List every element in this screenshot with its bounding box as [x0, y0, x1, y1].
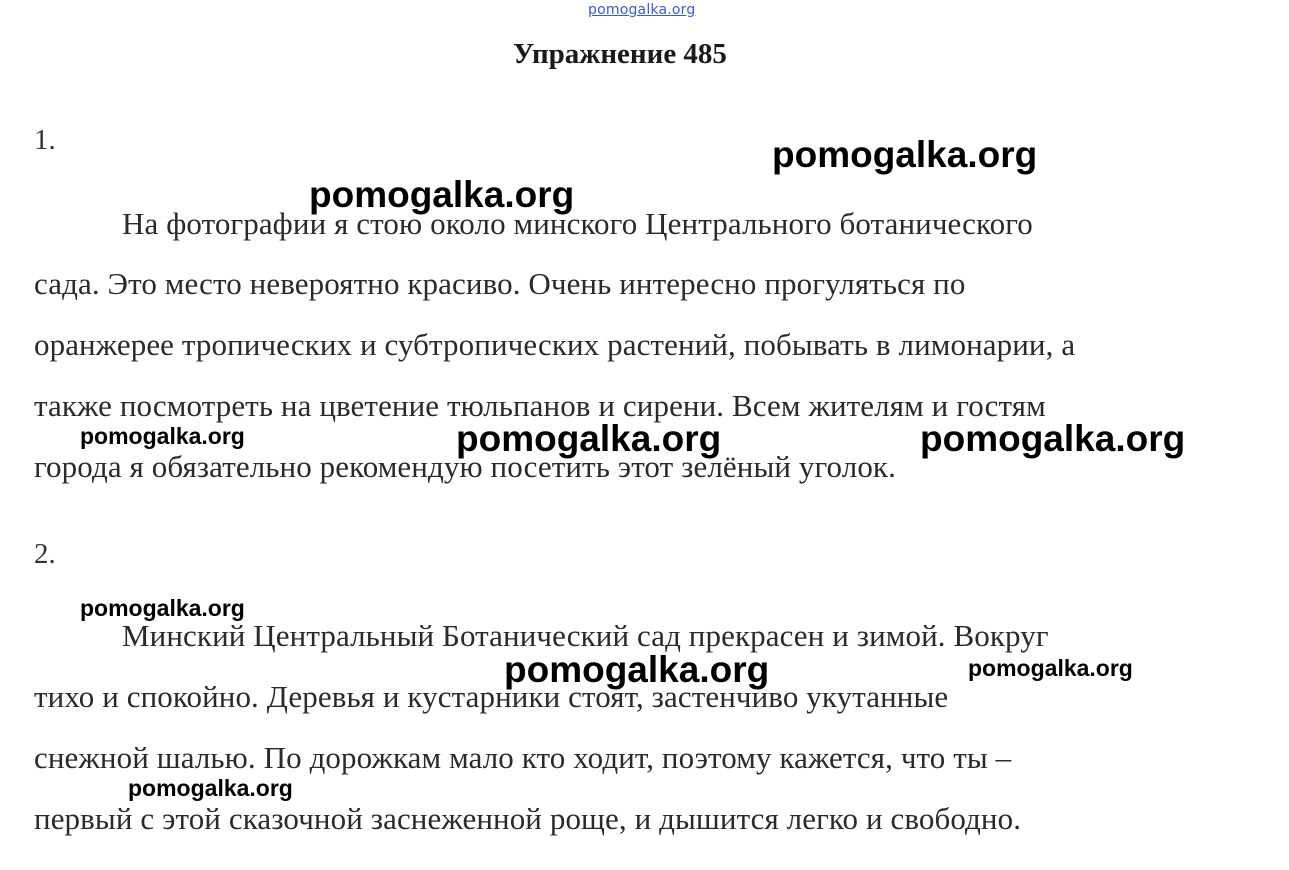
- section-2-number: 2.: [34, 538, 56, 570]
- page-title: Упражнение 485: [513, 38, 727, 70]
- section-2-line-1: Минский Центральный Ботанический сад прекрасен и зимой. Вокруг: [122, 618, 1049, 653]
- watermark: pomogalka.org: [920, 418, 1186, 459]
- watermark: pomogalka.org: [80, 423, 245, 449]
- watermark: pomogalka.org: [772, 134, 1038, 175]
- section-1-line-3: оранжерее тропических и субтропических растений, побывать в лимонарии, а: [34, 327, 1076, 362]
- section-1-line-1: На фотографии я стою около минского Центрального ботанического: [122, 206, 1033, 241]
- watermark: pomogalka.org: [80, 595, 245, 621]
- section-1-number: 1.: [34, 124, 56, 156]
- watermark: pomogalka.org: [968, 655, 1133, 681]
- watermark: pomogalka.org: [128, 775, 293, 801]
- site-link[interactable]: pomogalka.org: [588, 2, 696, 18]
- section-2-line-3: снежной шалью. По дорожкам мало кто ходит, поэтому кажется, что ты –: [34, 740, 1012, 775]
- watermark: pomogalka.org: [456, 418, 722, 459]
- section-1-line-5: города я обязательно рекомендую посетить этот зелёный уголок.: [34, 449, 896, 484]
- section-1-line-2: сада. Это место невероятно красиво. Очень интересно прогуляться по: [34, 266, 966, 301]
- section-1-line-4: также посмотреть на цветение тюльпанов и сирени. Всем жителям и гостям: [34, 388, 1046, 423]
- section-2-line-2: тихо и спокойно. Деревья и кустарники стоят, застенчиво укутанные: [34, 679, 949, 714]
- section-2-line-4: первый с этой сказочной заснеженной роще, и дышится легко и свободно.: [34, 801, 1022, 836]
- watermark: pomogalka.org: [504, 649, 770, 690]
- watermark: pomogalka.org: [309, 174, 575, 215]
